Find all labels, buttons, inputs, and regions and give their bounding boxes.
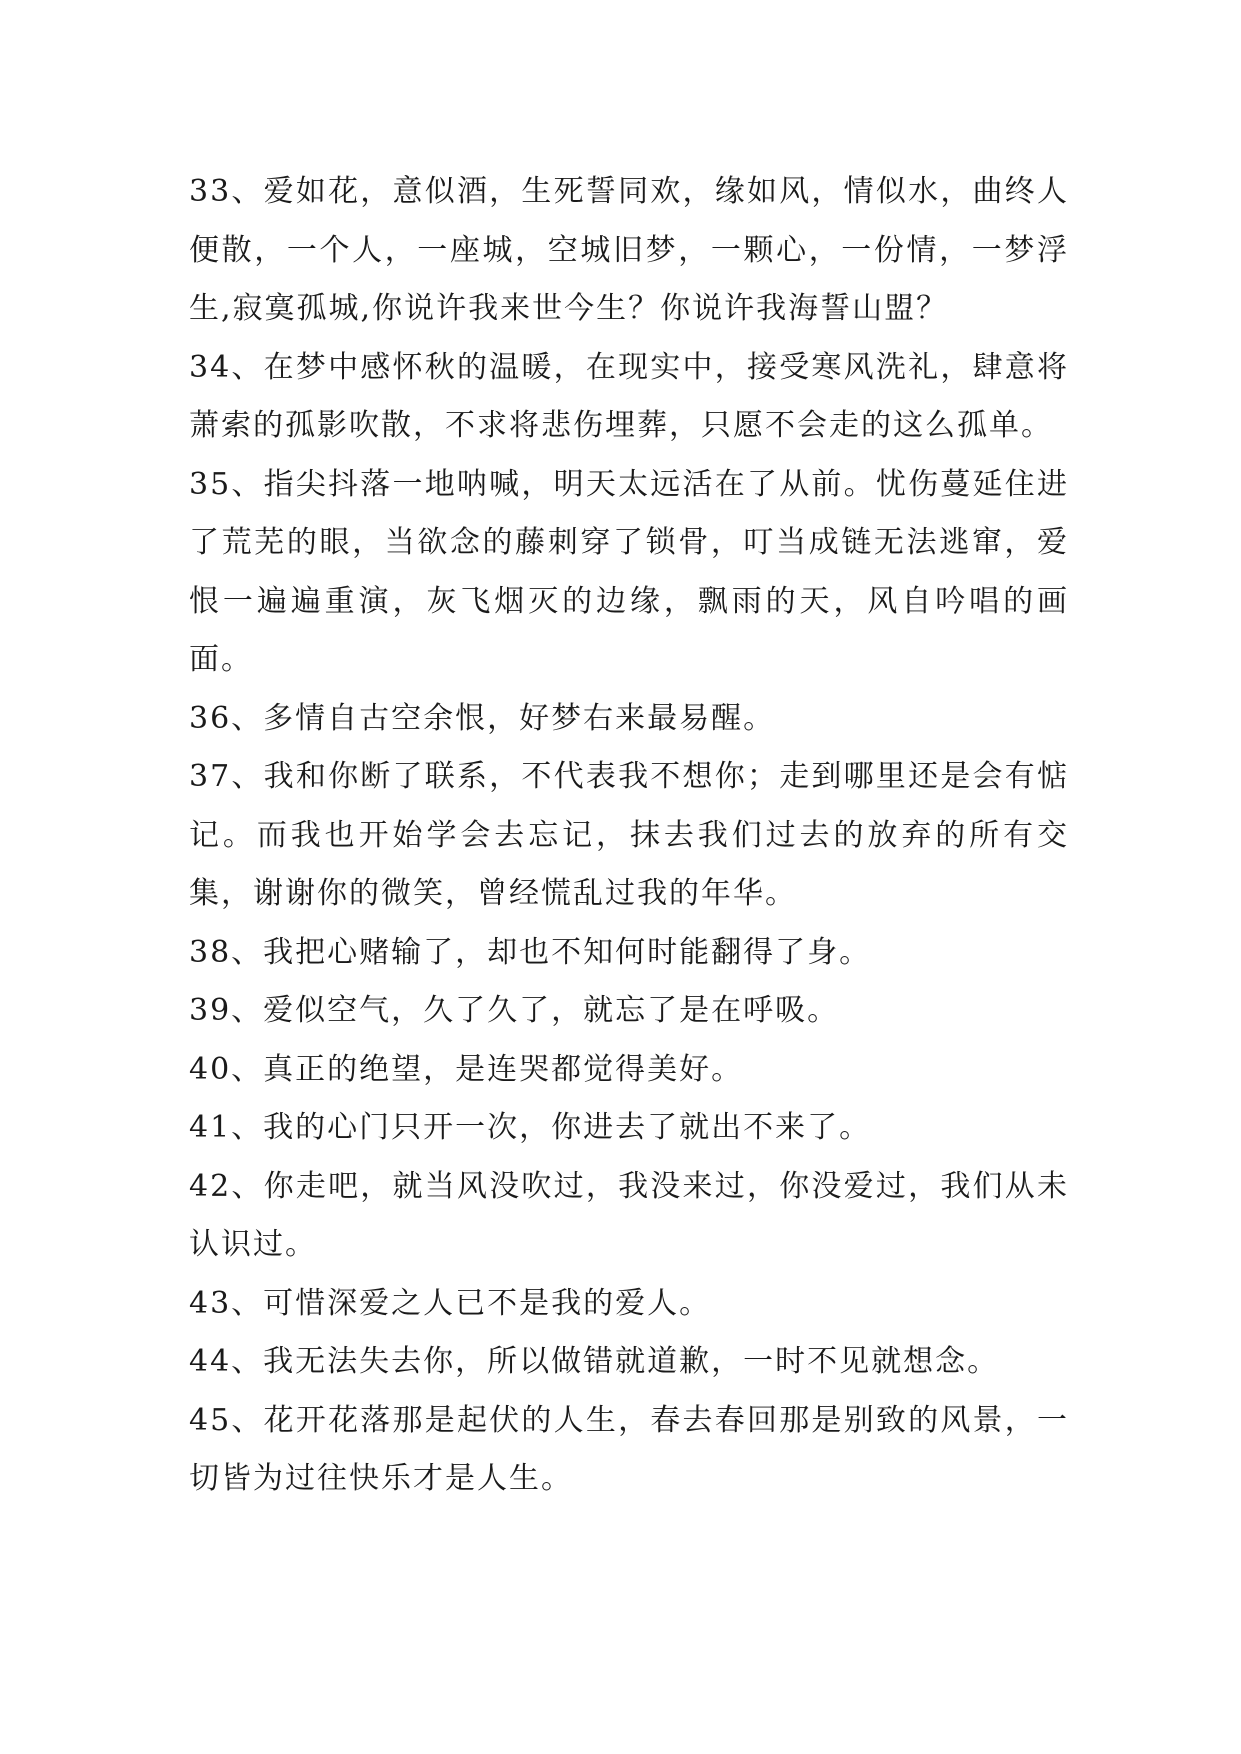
document-body: [189, 163, 1069, 1509]
paragraph-41: 41、我的心门只开一次，你进去了就出不来了。: [189, 1110, 872, 1145]
paragraph-42: 42、你走吧，就当风没吹过，我没来过，你没爱过，我们从未认识过。: [189, 1168, 1069, 1262]
paragraph-35: 35、指尖抖落一地呐喊，明天太远活在了从前。忧伤蔓延住进了荒芜的眼，当欲念的藤刺穿了锁骨，叮当成链无法逃窜，爱恨一遍遍重演，灰飞烟灭的边缘，飘雨的天，风自吟唱的画面。: [189, 466, 1069, 677]
paragraph-38: 38、我把心赌输了，却也不知何时能翻得了身。: [189, 934, 872, 970]
paragraph-43: 43、可惜深爱之人已不是我的爱人。: [189, 1285, 712, 1321]
paragraph-44: 44、我无法失去你，所以做错就道歉，一时不见就想念。: [189, 1344, 1000, 1379]
paragraph-34: 34、在梦中感怀秋的温暖，在现实中，接受寒风洗礼，肆意将萧索的孤影吹散，不求将悲伤埋葬，只愿不会走的这么孤单。: [189, 349, 1069, 443]
paragraph-39: 39、爱似空气，久了久了，就忘了是在呼吸。: [189, 993, 840, 1028]
paragraph-36: 36、多情自古空余恨，好梦右来最易醒。: [189, 700, 776, 736]
paragraph-45: 45、花开花落那是起伏的人生，春去春回那是别致的风景，一切皆为过往快乐才是人生。: [189, 1402, 1069, 1496]
paragraph-33: 33、爱如花，意似酒，生死誓同欢，缘如风，情似水，曲终人便散，一个人，一座城，空城旧梦，一颗心，一份情，一梦浮生,寂寞孤城,你说许我来世今生？你说许我海誓山盟？: [189, 174, 1069, 326]
paragraph-37: 37、我和你断了联系，不代表我不想你；走到哪里还是会有惦记。而我也开始学会去忘记，抹去我们过去的放弃的所有交集，谢谢你的微笑，曾经慌乱过我的年华。: [189, 759, 1069, 911]
paragraph-40: 40、真正的绝望，是连哭都觉得美好。: [189, 1051, 744, 1087]
